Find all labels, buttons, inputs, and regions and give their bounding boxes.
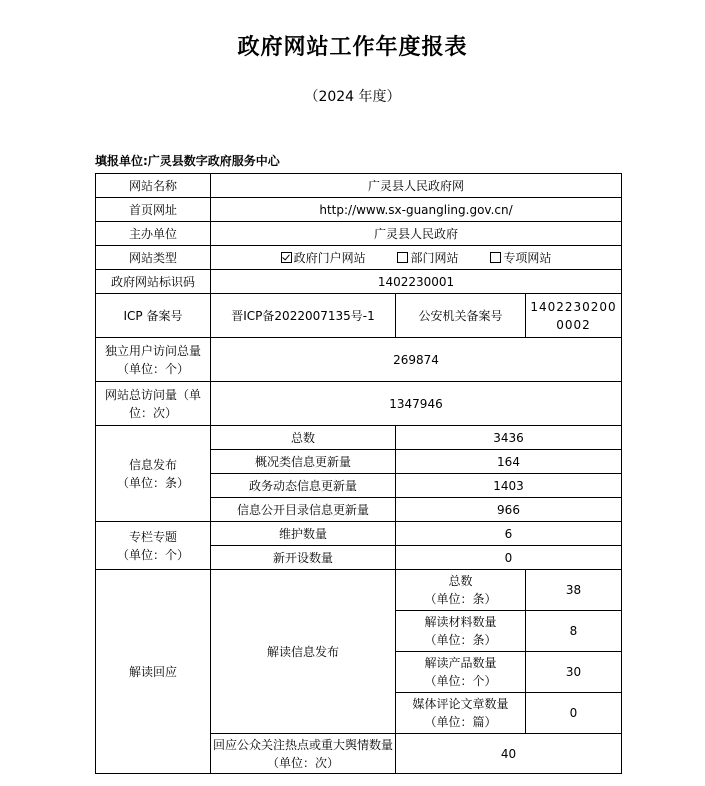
site-name-value: 广灵县人民政府网	[211, 174, 622, 198]
interpret-media-label: 媒体评论文章数量 （单位：篇）	[396, 693, 526, 734]
option-special[interactable]	[490, 249, 551, 267]
option-department[interactable]	[397, 249, 458, 267]
response-value: 40	[396, 734, 622, 774]
uv-value: 269874	[211, 338, 622, 382]
info-news-label: 政务动态信息更新量	[211, 474, 396, 498]
option-label: 专项网站	[503, 250, 552, 265]
checked-box-icon	[281, 252, 292, 263]
interpret-sub-label: 解读信息发布	[211, 570, 396, 734]
interpret-media-value: 0	[526, 693, 622, 734]
info-news-value: 1403	[396, 474, 622, 498]
unchecked-box-icon	[397, 252, 408, 263]
info-overview-value: 164	[396, 450, 622, 474]
info-catalog-value: 966	[396, 498, 622, 522]
column-label: 专栏专题 （单位：个）	[96, 522, 211, 570]
info-total-label: 总数	[211, 426, 396, 450]
interpret-product-label: 解读产品数量 （单位：个）	[396, 652, 526, 693]
sponsor-label: 主办单位	[96, 222, 211, 246]
uv-label: 独立用户访问总量（单位：个）	[96, 338, 211, 382]
unchecked-box-icon	[490, 252, 501, 263]
sponsor-value: 广灵县人民政府	[211, 222, 622, 246]
info-overview-label: 概况类信息更新量	[211, 450, 396, 474]
police-label: 公安机关备案号	[396, 294, 526, 338]
interpret-material-value: 8	[526, 611, 622, 652]
page-title: 政府网站工作年度报表	[237, 35, 468, 60]
column-maintain-value: 6	[396, 522, 622, 546]
column-new-value: 0	[396, 546, 622, 570]
site-type-label: 网站类型	[96, 246, 211, 270]
option-label: 政府门户网站	[293, 250, 366, 265]
option-label: 部门网站	[410, 250, 459, 265]
filling-unit: 填报单位:广灵县数字政府服务中心	[95, 154, 280, 168]
column-new-label: 新开设数量	[211, 546, 396, 570]
column-maintain-label: 维护数量	[211, 522, 396, 546]
interpret-total-label: 总数 （单位：条）	[396, 570, 526, 611]
report-table	[95, 173, 622, 774]
site-type-options	[211, 246, 622, 270]
interpret-label: 解读回应	[96, 570, 211, 774]
info-catalog-label: 信息公开目录信息更新量	[211, 498, 396, 522]
site-id-value: 1402230001	[211, 270, 622, 294]
homepage-label: 首页网址	[96, 198, 211, 222]
site-id-label: 政府网站标识码	[96, 270, 211, 294]
pv-value: 1347946	[211, 382, 622, 426]
option-portal[interactable]	[281, 249, 366, 267]
response-label: 回应公众关注热点或重大舆情数量（单位：次）	[211, 734, 396, 774]
interpret-total-value: 38	[526, 570, 622, 611]
icp-value: 晋ICP备2022007135号-1	[211, 294, 396, 338]
homepage-value: http://www.sx-guangling.gov.cn/	[211, 198, 622, 222]
interpret-material-label: 解读材料数量 （单位：条）	[396, 611, 526, 652]
info-label: 信息发布 （单位：条）	[96, 426, 211, 522]
report-year: （2024 年度）	[304, 89, 401, 105]
icp-label: ICP 备案号	[96, 294, 211, 338]
interpret-product-value: 30	[526, 652, 622, 693]
pv-label: 网站总访问量（单位：次）	[96, 382, 211, 426]
police-value: 14022302000002	[526, 294, 622, 338]
site-name-label: 网站名称	[96, 174, 211, 198]
info-total-value: 3436	[396, 426, 622, 450]
